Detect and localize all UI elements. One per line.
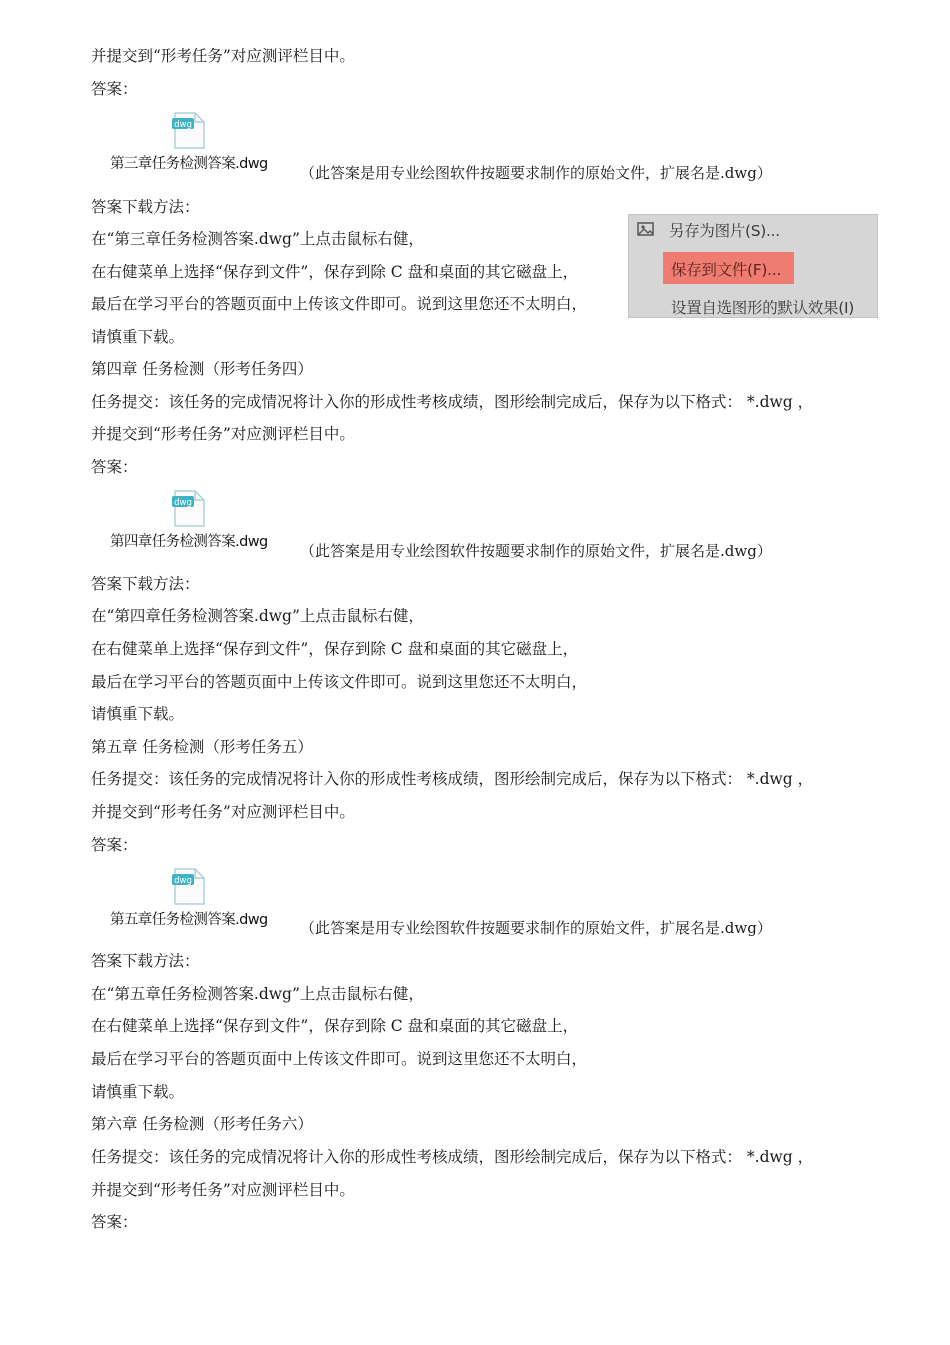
picture-icon — [635, 219, 657, 241]
dwg-file-icon — [172, 868, 206, 906]
paragraph-line: 并提交到“形考任务”对应测评栏目中。 — [91, 425, 355, 443]
paragraph-line: 在右健菜单上选择“保存到文件”，保存到除 C 盘和桌面的其它磁盘上， — [91, 1017, 579, 1035]
attachment-name: 第三章任务检测答案.dwg — [110, 156, 268, 172]
paragraph-line: 在右健菜单上选择“保存到文件”，保存到除 C 盘和桌面的其它磁盘上， — [91, 640, 579, 658]
attachment-ch5[interactable] — [110, 868, 280, 928]
paragraph-line: 并提交到“形考任务”对应测评栏目中。 — [91, 1181, 355, 1199]
answer-label: 答案： — [91, 836, 138, 854]
paragraph-line: 任务提交：该任务的完成情况将计入你的形成性考核成绩，图形绘制完成后，保存为以下格式： *.dwg ， — [91, 393, 814, 411]
attachment-note: （此答案是用专业绘图软件按题要求制作的原始文件，扩展名是.dwg） — [300, 164, 772, 182]
download-method-label: 答案下载方法： — [91, 575, 200, 593]
attachment-name: 第五章任务检测答案.dwg — [110, 912, 268, 928]
paragraph-line: 并提交到“形考任务”对应测评栏目中。 — [91, 803, 355, 821]
answer-label: 答案： — [91, 458, 138, 476]
attachment-name: 第四章任务检测答案.dwg — [110, 534, 268, 550]
attachment-ch4[interactable] — [110, 490, 280, 550]
paragraph-line: 请慎重下载。 — [91, 1083, 185, 1101]
answer-label: 答案： — [91, 80, 138, 98]
svg-text:dwg: dwg — [174, 120, 192, 130]
chapter-heading: 第六章 任务检测（形考任务六） — [91, 1115, 313, 1133]
dwg-file-icon — [172, 490, 206, 528]
paragraph-line: 最后在学习平台的答题页面中上传该文件即可。说到这里您还不太明白， — [91, 1050, 588, 1068]
chapter-heading: 第五章 任务检测（形考任务五） — [91, 738, 313, 756]
download-method-label: 答案下载方法： — [91, 198, 200, 216]
dwg-file-icon — [172, 112, 206, 150]
context-menu-screenshot — [628, 214, 878, 318]
chapter-heading: 第四章 任务检测（形考任务四） — [91, 360, 313, 378]
paragraph-line: 任务提交：该任务的完成情况将计入你的形成性考核成绩，图形绘制完成后，保存为以下格式： *.dwg ， — [91, 770, 814, 788]
paragraph-line: 请慎重下载。 — [91, 328, 185, 346]
paragraph-line: 在“第三章任务检测答案.dwg”上点击鼠标右健， — [91, 230, 424, 248]
menu-item-save-as-picture: 另存为图片(S)... — [669, 222, 780, 240]
attachment-ch3[interactable] — [110, 112, 280, 172]
paragraph-line: 在右健菜单上选择“保存到文件”，保存到除 C 盘和桌面的其它磁盘上， — [91, 263, 579, 281]
menu-item-save-to-file: 保存到文件(F)... — [671, 261, 781, 279]
paragraph-line: 在“第四章任务检测答案.dwg”上点击鼠标右健， — [91, 607, 424, 625]
download-method-label: 答案下载方法： — [91, 952, 200, 970]
svg-text:dwg: dwg — [174, 498, 192, 508]
paragraph-line: 在“第五章任务检测答案.dwg”上点击鼠标右健， — [91, 985, 424, 1003]
menu-item-default-effect: 设置自选图形的默认效果(I) — [671, 299, 854, 317]
answer-label: 答案： — [91, 1213, 138, 1231]
paragraph-line: 并提交到“形考任务”对应测评栏目中。 — [91, 47, 355, 65]
paragraph-line: 最后在学习平台的答题页面中上传该文件即可。说到这里您还不太明白， — [91, 295, 588, 313]
attachment-note: （此答案是用专业绘图软件按题要求制作的原始文件，扩展名是.dwg） — [300, 919, 772, 937]
attachment-note: （此答案是用专业绘图软件按题要求制作的原始文件，扩展名是.dwg） — [300, 542, 772, 560]
paragraph-line: 请慎重下载。 — [91, 705, 185, 723]
paragraph-line: 最后在学习平台的答题页面中上传该文件即可。说到这里您还不太明白， — [91, 673, 588, 691]
paragraph-line: 任务提交：该任务的完成情况将计入你的形成性考核成绩，图形绘制完成后，保存为以下格式： *.dwg ， — [91, 1148, 814, 1166]
svg-text:dwg: dwg — [174, 876, 192, 886]
